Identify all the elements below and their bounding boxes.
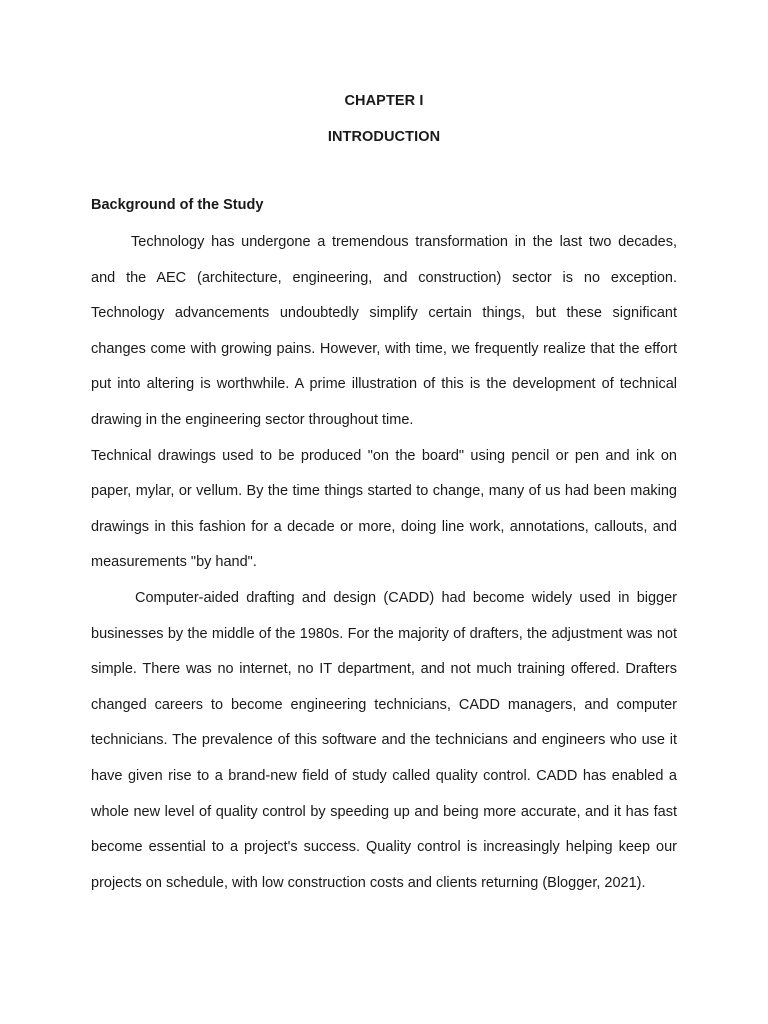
body-text [91, 225, 677, 901]
chapter-title: INTRODUCTION [327, 129, 441, 145]
section-title: Background of the Study [91, 197, 264, 213]
paragraph-1: Technology has undergone a tremendous transformation in the last two decades, and the AEC (architecture, engineering, and construction) sector is no exception. Technology advancements undoubtedly simplify certain things, but these significant changes come with growing pains. However, with time, we frequently realize that the effort put into altering is worthwhile. A prime illustration of this is the development of technical drawing in the engineering sector throughout time. [91, 234, 677, 428]
paragraph-2: Technical drawings used to be produced "on the board" using pencil or pen and ink on paper, mylar, or vellum. By the time things started to change, many of us had been making drawings in this fashion for a decade or more, doing line work, annotations, callouts, and measurements "by hand". [91, 447, 677, 571]
paragraph-3: Computer-aided drafting and design (CADD) had become widely used in bigger businesses by the middle of the 1980s. For the majority of drafters, the adjustment was not simple. There was no internet, no IT department, and not much training offered. Drafters changed careers to become engineering technicians, CADD managers, and computer technicians. The prevalence of this software and the technicians and engineers who use it have given rise to a brand-new field of study called quality control. CADD has enabled a whole new level of quality control by speeding up and being more accurate, and it has fast become essential to a project's success. Quality control is increasingly helping keep our projects on schedule, with low construction costs and clients returning (Blogger, 2021). [91, 589, 677, 891]
chapter-label: CHAPTER I [344, 93, 424, 109]
